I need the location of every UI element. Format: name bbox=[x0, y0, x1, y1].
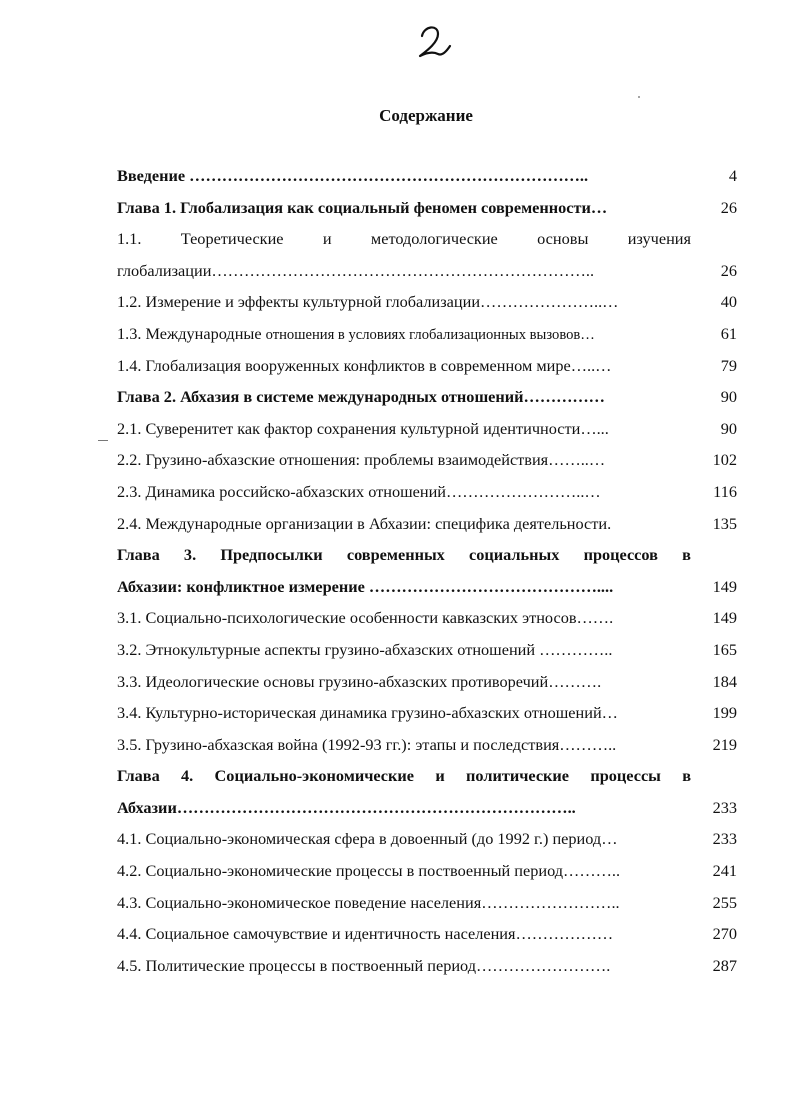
toc-entry-text bbox=[117, 324, 691, 344]
toc-entry-text: Абхазии……………………………………………………………….. bbox=[117, 797, 576, 817]
word: процессов bbox=[583, 545, 658, 565]
toc-entry-text: глобализации…………………………………………………………….. bbox=[117, 260, 595, 280]
word: 4. bbox=[181, 766, 194, 786]
toc-entry-page: 165 bbox=[712, 639, 737, 659]
toc-entry-text: 1.4. Глобализация вооруженных конфликтов в современном мире…..… bbox=[117, 355, 612, 375]
toc-entry-page: 270 bbox=[712, 924, 737, 944]
handwritten-page-number bbox=[416, 22, 456, 62]
toc-entry-page: 79 bbox=[720, 355, 737, 375]
word: Социально-экономические bbox=[214, 766, 415, 786]
word: методологические bbox=[370, 229, 498, 249]
toc-entry-page: 116 bbox=[713, 481, 737, 501]
toc-entry-page: 219 bbox=[712, 734, 737, 754]
toc-entry-page: 287 bbox=[712, 955, 737, 975]
toc-entry-text: Абхазии: конфликтное измерение …………………………………….... bbox=[117, 576, 614, 596]
toc-entry-page: 233 bbox=[712, 797, 737, 817]
toc-entry-text: 2.2. Грузино-абхазские отношения: проблемы взаимодействия……..… bbox=[117, 450, 606, 470]
toc-entry-section-3-3 bbox=[117, 672, 737, 704]
toc-entry-section-1-1-line1 bbox=[117, 229, 737, 261]
word: 1.1. bbox=[117, 229, 142, 249]
toc-entry-text: Глава 2. Абхазия в системе международных отношений…………… bbox=[117, 387, 605, 407]
toc-entry-text: 3.3. Идеологические основы грузино-абхазских противоречий………. bbox=[117, 671, 602, 691]
toc-entry-text: 4.5. Политические процессы в поствоенный период……………………. bbox=[117, 955, 611, 975]
toc-entry-page: 233 bbox=[712, 829, 737, 849]
toc-entry-page: 102 bbox=[712, 450, 737, 470]
word: социальных bbox=[469, 545, 560, 565]
toc-entry-section-3-1 bbox=[117, 608, 737, 640]
toc-entry-page: 26 bbox=[720, 260, 737, 280]
toc-entry-chapter-1 bbox=[117, 198, 737, 230]
toc-entry-text: Глава 1. Глобализация как социальный феномен современности… bbox=[117, 197, 608, 217]
toc-entry-text bbox=[117, 229, 737, 249]
toc-entry-text bbox=[117, 545, 737, 565]
word: 3. bbox=[183, 545, 197, 565]
toc-entry-chapter-4-line1 bbox=[117, 766, 737, 798]
toc-entry-section-4-2 bbox=[117, 861, 737, 893]
word: современных bbox=[346, 545, 445, 565]
toc-entry-page: 184 bbox=[712, 671, 737, 691]
toc-entry-text bbox=[117, 766, 737, 786]
toc-entry-section-3-4 bbox=[117, 703, 737, 735]
word: Глава bbox=[117, 545, 160, 565]
word: изучения bbox=[627, 229, 691, 249]
toc-entry-section-4-5 bbox=[117, 956, 737, 988]
margin-mark bbox=[98, 440, 108, 441]
toc-entry-text: 2.1. Суверенитет как фактор сохранения культурной идентичности…... bbox=[117, 418, 609, 438]
word: Предпосылки bbox=[220, 545, 323, 565]
toc-entry-text: 3.2. Этнокультурные аспекты грузино-абхазских отношений ………….. bbox=[117, 639, 613, 659]
toc-entry-chapter-2 bbox=[117, 387, 737, 419]
toc-entry-section-1-4 bbox=[117, 356, 737, 388]
word: и bbox=[435, 766, 445, 786]
toc-entry-section-4-1 bbox=[117, 829, 737, 861]
word: в bbox=[682, 545, 691, 565]
toc-entry-page: 90 bbox=[720, 387, 737, 407]
toc-entry-text: 4.3. Социально-экономическое поведение населения…………………….. bbox=[117, 892, 620, 912]
toc-entry-page: 149 bbox=[712, 576, 737, 596]
page-title: Содержание bbox=[379, 106, 473, 125]
toc-entry-page: 26 bbox=[720, 197, 737, 217]
word: Глава bbox=[117, 766, 160, 786]
toc-entry-page: 255 bbox=[712, 892, 737, 912]
toc-entry-chapter-3-line2 bbox=[117, 577, 737, 609]
toc-entry-page: 40 bbox=[720, 292, 737, 312]
toc-entry-text: 3.4. Культурно-историческая динамика грузино-абхазских отношений… bbox=[117, 703, 618, 723]
toc-entry-page: 4 bbox=[728, 166, 737, 185]
toc-entry-text: 2.3. Динамика российско-абхазских отношений……………………..… bbox=[117, 481, 601, 501]
toc-entry-section-3-2 bbox=[117, 640, 737, 672]
toc-entry-text: 4.2. Социально-экономические процессы в поствоенный период……….. bbox=[117, 861, 621, 881]
toc-entry-text-part: 1.3. Международные bbox=[117, 323, 266, 343]
toc-entry-section-2-3 bbox=[117, 482, 737, 514]
toc-entry-text: 1.2. Измерение и эффекты культурной глобализации…………………..… bbox=[117, 292, 619, 312]
word: политические bbox=[466, 766, 570, 786]
toc-entry-page: 149 bbox=[712, 608, 737, 628]
toc-entry-chapter-4-line2 bbox=[117, 798, 737, 830]
toc-entry-section-4-4 bbox=[117, 924, 737, 956]
toc-entry-section-1-2 bbox=[117, 292, 737, 324]
toc-entry-page: 61 bbox=[720, 323, 737, 343]
toc-entry-page: 135 bbox=[712, 513, 737, 533]
toc-entry-text: Введение ……………………………………………………………….. bbox=[117, 166, 589, 185]
toc-entry-page: 90 bbox=[720, 418, 737, 438]
toc-entry-section-1-3 bbox=[117, 324, 737, 356]
toc-entry-section-2-1 bbox=[117, 419, 737, 451]
toc-entry-section-3-5 bbox=[117, 735, 737, 767]
table-of-contents bbox=[117, 166, 737, 987]
toc-entry-page: 199 bbox=[712, 703, 737, 723]
toc-entry-text: 4.4. Социальное самочувствие и идентичность населения……………… bbox=[117, 924, 614, 944]
word: процессы bbox=[590, 766, 661, 786]
word: основы bbox=[537, 229, 589, 249]
toc-entry-text: 3.5. Грузино-абхазская война (1992-93 гг.): этапы и последствия……….. bbox=[117, 734, 617, 754]
toc-entry-page: 241 bbox=[712, 861, 737, 881]
toc-entry-section-2-2 bbox=[117, 450, 737, 482]
word: Теоретические bbox=[180, 229, 284, 249]
word: в bbox=[682, 766, 691, 786]
toc-entry-section-1-1-line2 bbox=[117, 261, 737, 293]
toc-entry-section-4-3 bbox=[117, 893, 737, 925]
toc-entry-introduction bbox=[117, 166, 737, 198]
toc-entry-chapter-3-line1 bbox=[117, 545, 737, 577]
word: и bbox=[322, 229, 332, 249]
toc-entry-text: 3.1. Социально-психологические особенности кавказских этносов……. bbox=[117, 608, 614, 628]
toc-entry-text: 2.4. Международные организации в Абхазии: специфика деятельности. bbox=[117, 513, 612, 533]
toc-entry-text: 4.1. Социально-экономическая сфера в довоенный (до 1992 г.) период… bbox=[117, 829, 618, 849]
toc-entry-section-2-4 bbox=[117, 514, 737, 546]
toc-entry-text-part-condensed: отношения в условиях глобализационных вызовов… bbox=[265, 326, 595, 343]
scan-speck bbox=[638, 96, 640, 98]
